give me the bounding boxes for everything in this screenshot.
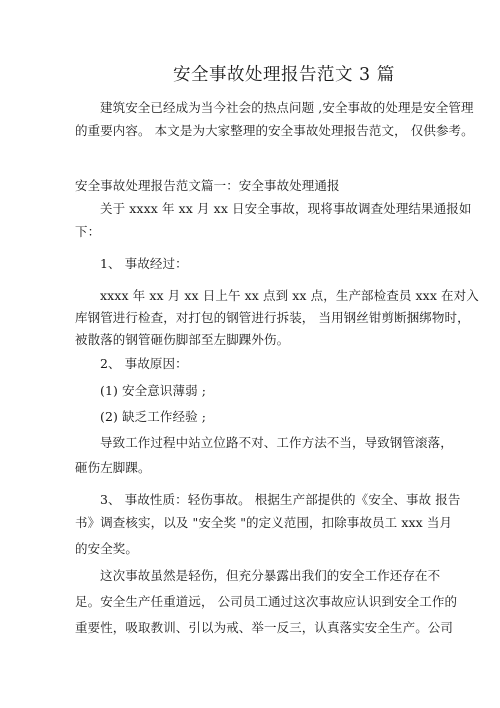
paragraph-line: 下： <box>75 224 101 239</box>
paragraph-line: 重要性，吸取教训、引以为戒、举一反三，认真落实安全生产。公司 <box>75 620 454 635</box>
section-heading: 安全事故处理报告范文篇一：安全事故处理通报 <box>75 178 340 193</box>
list-item: (2) 缺乏工作经验 ; <box>100 409 207 424</box>
paragraph-line: 书》调查核实，以及 "安全奖 "的定义范围，扣除事故员工 xxx 当月 <box>75 515 453 530</box>
paragraph-line: xxxx 年 xx 月 xx 日上午 xx 点到 xx 点，生产部检查员 xxx 在对入 <box>100 288 479 303</box>
paragraph-line: 库钢管进行检查，对打包的钢管进行拆装， 当用钢丝钳剪断捆绑物时， <box>75 310 470 325</box>
paragraph-line: 3、 事故性质：轻伤事故。 根据生产部提供的《安全、事故 报告 <box>100 492 461 507</box>
intro-line-2: 的重要内容。 本文是为大家整理的安全事故处理报告范文， 仅供参考。 <box>75 123 474 138</box>
paragraph-line: 足。安全生产任重道远， 公司员工通过这次事故应认识到安全工作的 <box>75 594 458 609</box>
document-title: 安全事故处理报告范文 3 篇 <box>173 65 395 85</box>
item-heading: 2、 事故原因： <box>100 356 188 371</box>
list-item: (1) 安全意识薄弱 ; <box>100 383 207 398</box>
paragraph-line: 的安全奖。 <box>75 541 139 556</box>
intro-line-1: 建筑安全已经成为当今社会的热点问题 ,安全事故的处理是安全管理 <box>100 100 474 115</box>
paragraph-line: 关于 xxxx 年 xx 月 xx 日安全事故，现将事故调查处理结果通报如 <box>100 201 472 216</box>
paragraph-line: 导致工作过程中站立位路不对、工作方法不当，导致钢管滚落， <box>100 435 453 450</box>
item-heading: 1、 事故经过： <box>100 256 188 271</box>
paragraph-line: 被散落的钢管砸伤脚部至左脚踝外伤。 <box>75 332 290 347</box>
paragraph-line: 砸伤左脚踝。 <box>75 460 151 475</box>
paragraph-line: 这次事故虽然是轻伤，但充分暴露出我们的安全工作还存在不 <box>100 568 441 583</box>
